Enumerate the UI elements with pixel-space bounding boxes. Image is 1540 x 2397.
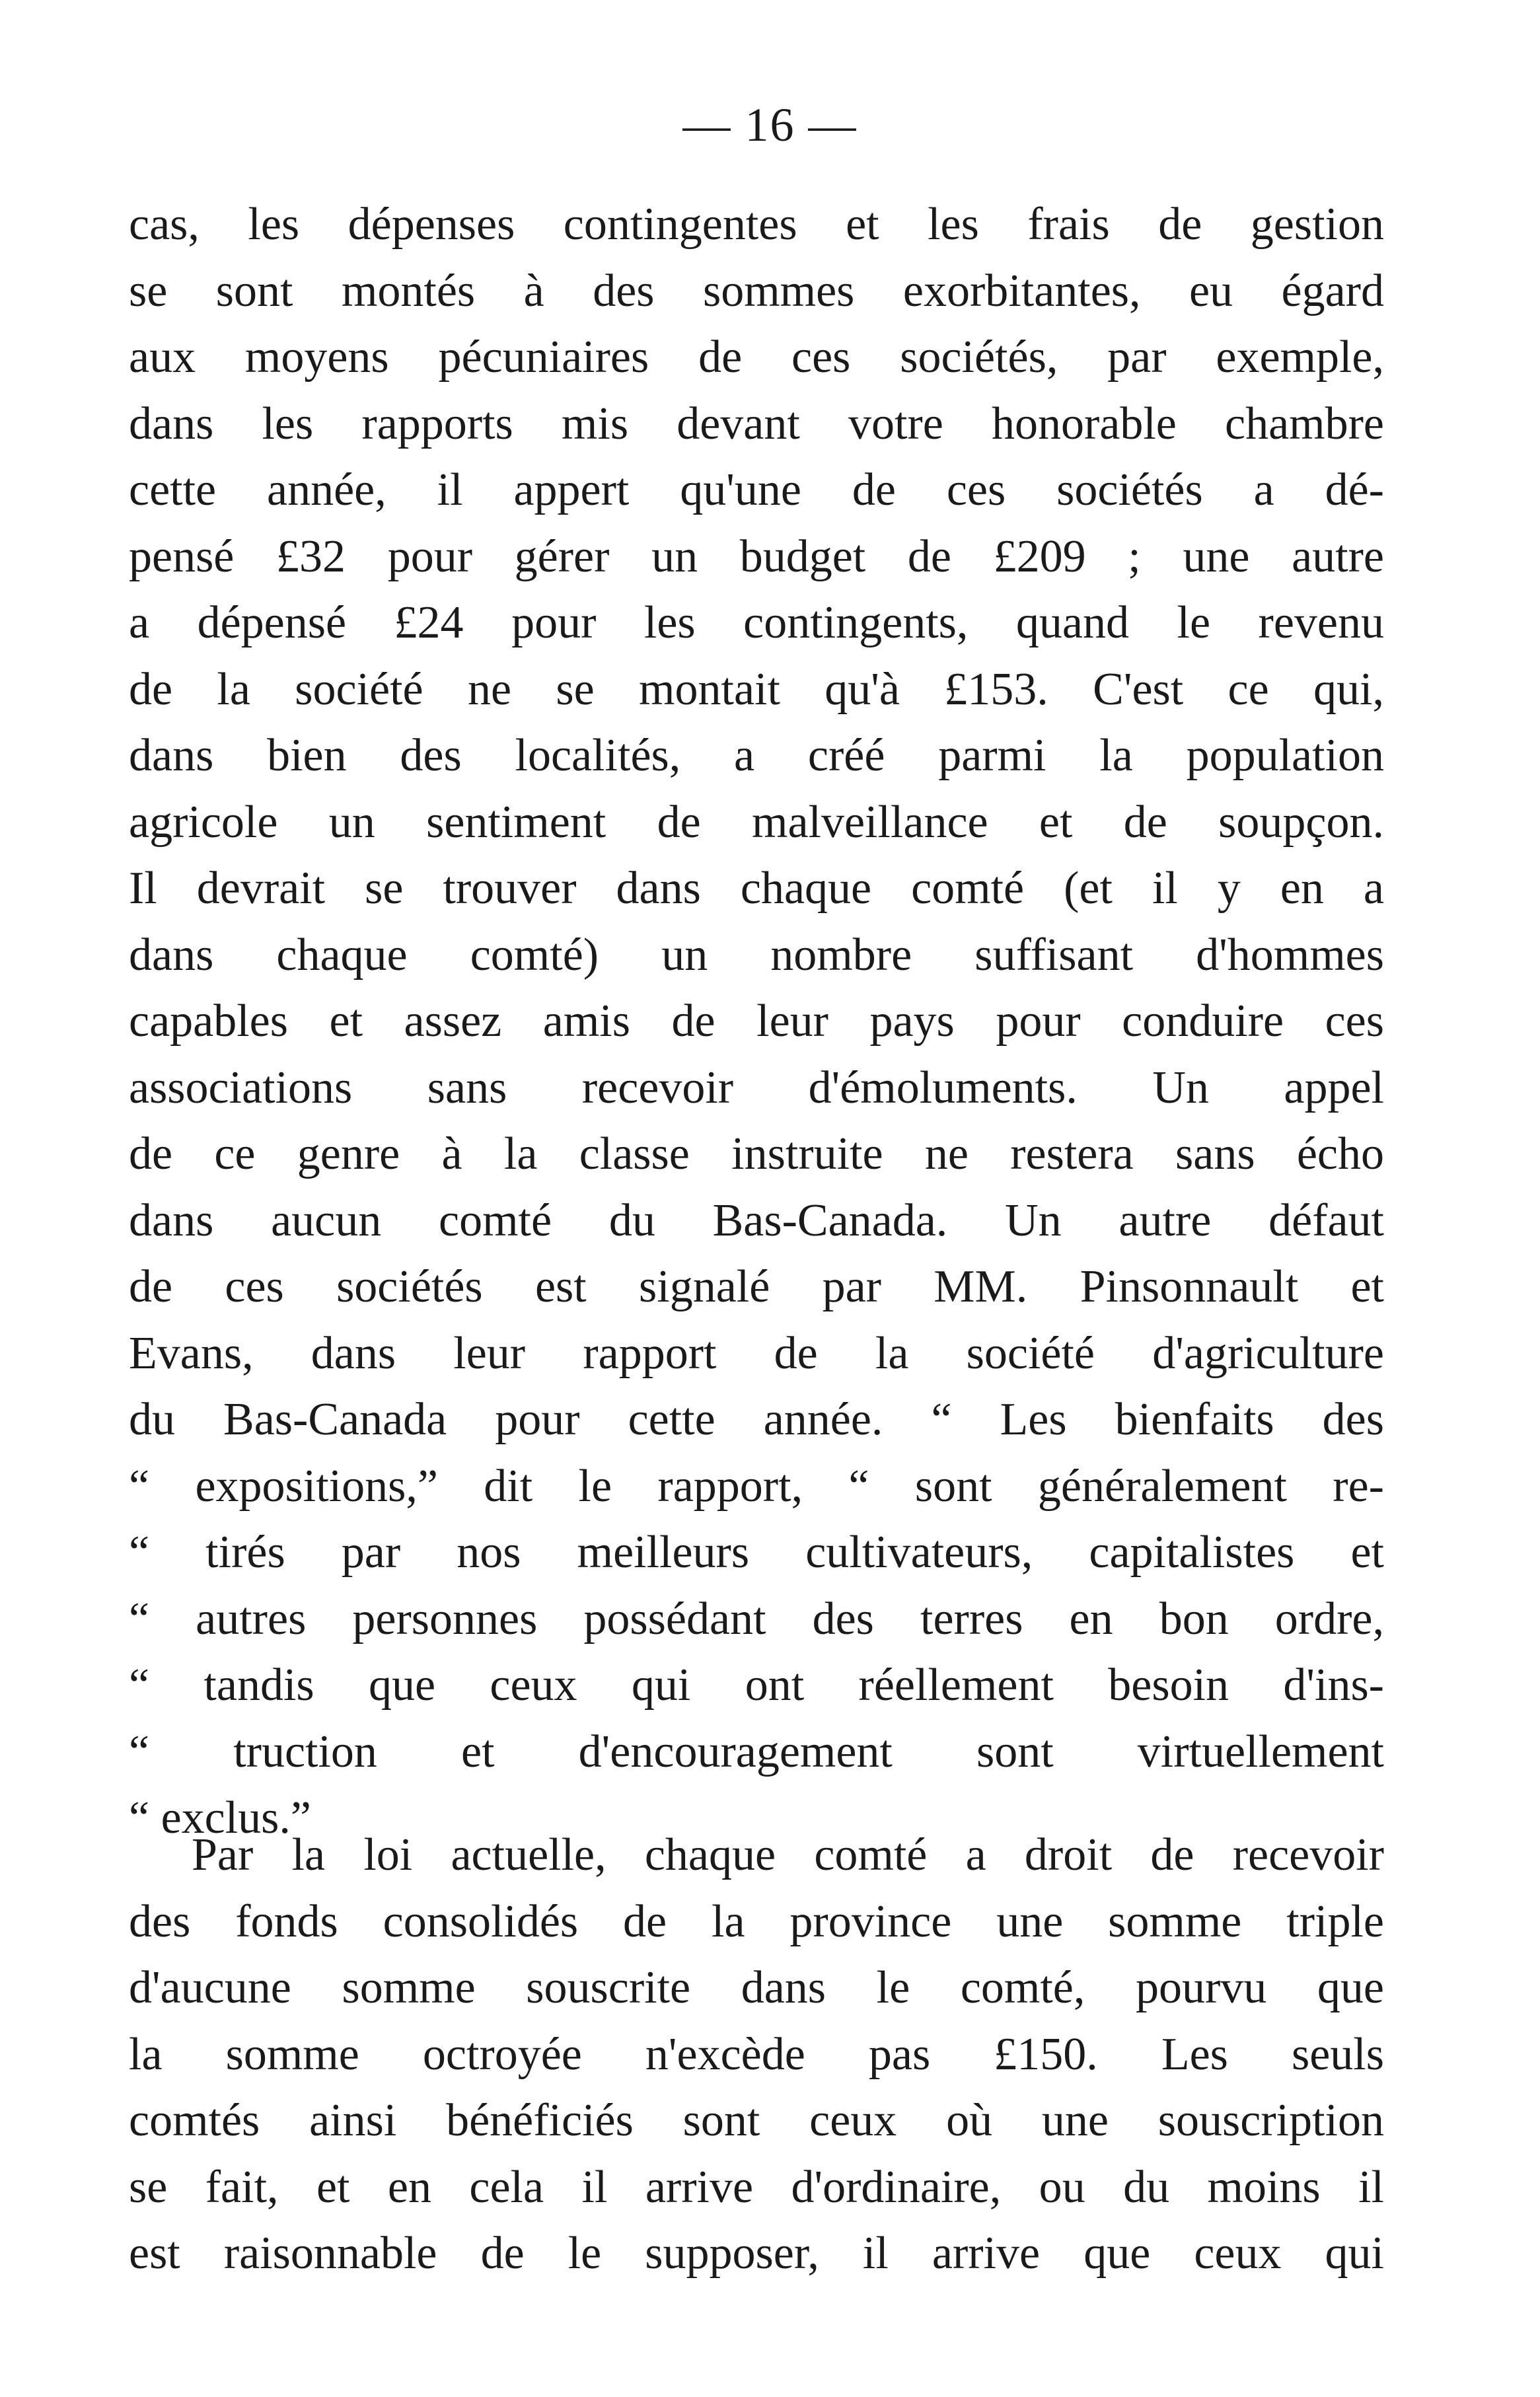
text-line: dans les rapports mis devant votre honorable chambre [129,398,1384,449]
text-line: d'aucune somme souscrite dans le comté, pourvu que [129,1962,1384,2013]
text-line: de ce genre à la classe instruite ne restera sans écho [129,1128,1384,1179]
text-line: “ expositions,” dit le rapport, “ sont généralement re- [129,1460,1384,1512]
text-line: est raisonnable de le supposer, il arrive que ceux qui [129,2228,1384,2279]
text-line: cette année, il appert qu'une de ces sociétés a dé- [129,464,1384,515]
text-line: “ exclus.” [129,1792,311,1843]
text-line: des fonds consolidés de la province une somme triple [129,1896,1384,1947]
text-line: se fait, et en cela il arrive d'ordinaire, ou du moins il [129,2161,1384,2213]
text-line: la somme octroyée n'excède pas £150. Les seuls [129,2028,1384,2080]
text-line: “ truction et d'encouragement sont virtuellement [129,1726,1384,1777]
text-line: capables et assez amis de leur pays pour conduire ces [129,996,1384,1047]
text-line: pensé £32 pour gérer un budget de £209 ; une autre [129,531,1384,582]
text-line: dans chaque comté) un nombre suffisant d'hommes [129,929,1384,980]
paragraph-2 [129,1822,1384,2287]
text-line: Evans, dans leur rapport de la société d'agriculture [129,1327,1384,1379]
text-line: comtés ainsi bénéficiés sont ceux où une souscription [129,2095,1384,2146]
text-line: Il devrait se trouver dans chaque comté (et il y en a [129,863,1384,914]
text-line: “ autres personnes possédant des terres en bon ordre, [129,1593,1384,1644]
text-line: cas, les dépenses contingentes et les frais de gestion [129,199,1384,250]
text-line: associations sans recevoir d'émoluments. Un appel [129,1062,1384,1113]
text-line: dans bien des localités, a créé parmi la population [129,730,1384,781]
text-line: de la société ne se montait qu'à £153. C'est ce qui, [129,663,1384,715]
text-line: agricole un sentiment de malveillance et de soupçon. [129,796,1384,848]
text-line: aux moyens pécuniaires de ces sociétés, par exemple, [129,332,1384,383]
text-line: se sont montés à des sommes exorbitantes, eu égard [129,265,1384,316]
text-line: “ tirés par nos meilleurs cultivateurs, capitalistes et [129,1527,1384,1578]
text-line: a dépensé £24 pour les contingents, quand le revenu [129,597,1384,648]
page-number: — 16 — [682,98,858,151]
text-line: de ces sociétés est signalé par MM. Pinsonnault et [129,1261,1384,1312]
text-line: dans aucun comté du Bas-Canada. Un autre défaut [129,1195,1384,1246]
text-line: du Bas-Canada pour cette année. “ Les bienfaits des [129,1394,1384,1445]
text-line: Par la loi actuelle, chaque comté a droit de recevoir [192,1829,1384,1880]
paragraph-1 [129,192,1384,1852]
text-line: “ tandis que ceux qui ont réellement besoin d'ins- [129,1660,1384,1711]
